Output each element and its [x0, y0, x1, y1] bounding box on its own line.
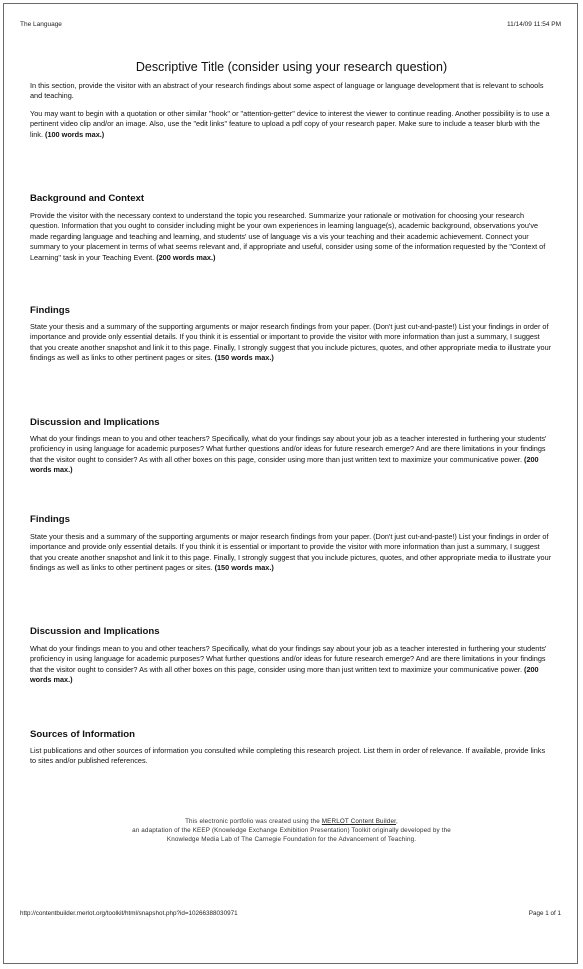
section-body-sources: List publications and other sources of information you consulted while completing this research project. List them in order of relevance. If available, provide links to sites and/or published references.: [30, 746, 546, 766]
intro-paragraph-1: In this section, provide the visitor with an abstract of your research findings about some aspect of language or language development that is relevant to schools and teaching.: [30, 81, 544, 101]
section-body-text: What do your findings mean to you and other teachers? Specifically, what do your findings say about your job as a teacher interested in furthering your students' proficiency in using language for academic purposes? What further questions and/or ideas for future research emerge? And are there limitations in your findings that the visitor ought to consider? As with all other boxes on this page, consider using more than just written text to maximize your communicative power.: [30, 644, 547, 674]
section-body-discussion-1: [30, 434, 553, 476]
word-limit: (200 words max.): [156, 252, 216, 262]
word-limit: (150 words max.): [214, 353, 274, 363]
section-heading-background: Background and Context: [30, 193, 145, 204]
section-body-findings-2: [30, 532, 553, 574]
merlot-content-builder-link[interactable]: MERLOT Content Builder: [321, 818, 397, 825]
section-body-text: Provide the visitor with the necessary context to understand the topic you researched. Summarize your rationale or motivation for choosing your research question. Information that you ought to consider including might be your own experiences in learning language(s), academic background, observations you've made regarding language and teaching and learning, and students' use of language vis a vis your teaching and their academic achievement. Connect your summary to your placement in terms of what seems relevant and, if appropriate and useful, consider using some of the information requested by the "Context of Learning" task in your Teaching Event.: [30, 211, 546, 262]
section-body-findings-1: [30, 322, 553, 364]
credits-line-3: Knowledge Media Lab of The Carnegie Foundation for the Advancement of Teaching.: [166, 836, 417, 843]
word-limit: (200 words max.): [30, 454, 539, 475]
credits-line-2: an adaptation of the KEEP (Knowledge Exchange Exhibition Presentation) Toolkit originally developed by the: [132, 827, 451, 834]
print-footer-url: http://contentbuilder.merlot.org/toolkit/html/snapshot.php?id=10266388030971: [20, 910, 238, 917]
intro-paragraph-2: [30, 109, 553, 140]
section-body-text: State your thesis and a summary of the supporting arguments or major research findings from your paper. (Don't just cut-and-paste!) List your findings in order of importance and provide only essential details. If you think it is essential or important to provide the visitor with more information than just a summary, I suggest that you create another snapshot and link it to this page. Finally, I strongly suggest that you include pictures, quotes, and other appropriate media to illustrate your findings as well as links to other pertinent pages or sites.: [30, 322, 552, 363]
section-body-text: State your thesis and a summary of the supporting arguments or major research findings from your paper. (Don't just cut-and-paste!) List your findings in order of importance and provide only essential details. If you think it is essential or important to provide the visitor with more information than just a summary, I suggest that you create another snapshot and link it to this page. Finally, I strongly suggest that you include pictures, quotes, and other appropriate media to illustrate your findings as well as links to other pertinent pages or sites.: [30, 532, 552, 573]
section-heading-findings-1: Findings: [30, 305, 70, 316]
word-limit: (150 words max.): [214, 563, 274, 573]
print-header-timestamp: 11/14/09 11:54 PM: [507, 21, 561, 28]
section-body-background: [30, 211, 553, 263]
section-heading-discussion-2: Discussion and Implications: [30, 626, 160, 637]
credits-line-1: [0, 818, 583, 827]
word-limit: (100 words max.): [45, 129, 105, 139]
print-header-title: The Language: [20, 21, 62, 28]
credits-suffix: ,: [396, 818, 398, 825]
section-heading-sources: Sources of Information: [30, 729, 136, 740]
section-body-discussion-2: [30, 644, 553, 686]
section-body-text: What do your findings mean to you and other teachers? Specifically, what do your findings say about your job as a teacher interested in furthering your students' proficiency in using language for academic purposes? What further questions and/or ideas for future research emerge? And are there limitations in your findings that the visitor ought to consider? As with all other boxes on this page, consider using more than just written text to maximize your communicative power.: [30, 434, 547, 464]
section-heading-findings-2: Findings: [30, 514, 70, 525]
intro-paragraph-2-text: You may want to begin with a quotation or other similar "hook" or "attention-getter" device to interest the viewer to continue reading. Another possibility is to use a pertinent video clip and/or an image. Also, use the "edit links" feature to upload a pdf copy of your research paper. Make sure to include a teaser blurb with the link.: [30, 109, 550, 139]
credits-prefix: This electronic portfolio was created using the: [185, 818, 320, 825]
section-heading-discussion-1: Discussion and Implications: [30, 417, 160, 428]
word-limit: (200 words max.): [30, 664, 539, 685]
document-title: Descriptive Title (consider using your research question): [135, 60, 448, 74]
print-footer-page-number: Page 1 of 1: [528, 910, 561, 917]
